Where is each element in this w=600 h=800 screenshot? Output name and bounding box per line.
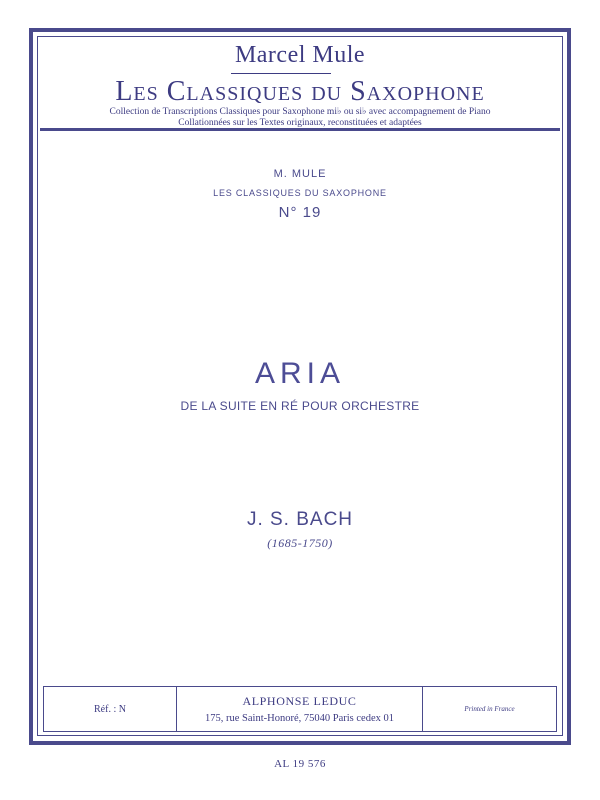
header-author: Marcel Mule: [234, 42, 366, 68]
cover-content: [40, 131, 560, 682]
reference-cell: Réf. : N: [94, 703, 126, 715]
printed-in-cell: Printed in France: [464, 705, 515, 713]
composer-dates: (1685-1750): [267, 536, 333, 550]
series-author: M. MULE: [273, 168, 327, 180]
collection-description: [40, 107, 560, 129]
collection-title: Les Classiques du Saxophone: [115, 76, 485, 107]
cover-header: [40, 39, 560, 131]
catalog-number: AL 19 576: [274, 758, 326, 770]
series-number: N° 19: [278, 204, 322, 221]
work-title: ARIA: [254, 357, 346, 390]
publisher-address: 175, rue Saint-Honoré, 75040 Paris cedex 01: [205, 713, 394, 724]
work-subtitle: DE LA SUITE EN RÉ POUR ORCHESTRE: [180, 399, 420, 413]
author-underline: [231, 73, 331, 74]
publisher-footer: [43, 686, 557, 732]
publisher-name: ALPHONSE LEDUC: [242, 694, 357, 708]
series-title: LES CLASSIQUES DU SAXOPHONE: [213, 188, 387, 198]
description-line-2: Collationnées sur les Textes originaux, reconstituées et adaptées: [178, 118, 422, 128]
publisher-cell: [176, 687, 423, 731]
description-line-1: Collection de Transcriptions Classiques pour Saxophone mi♭ ou si♭ avec accompagnement de Piano: [109, 107, 491, 117]
composer-name: J. S. BACH: [246, 509, 354, 530]
